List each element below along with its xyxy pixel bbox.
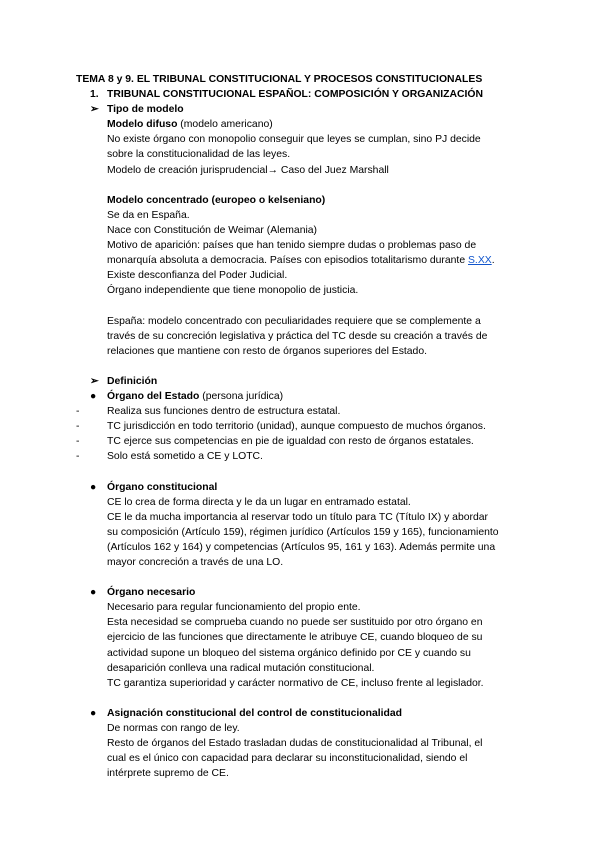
- spacer: [76, 691, 536, 706]
- spacer: [76, 464, 536, 479]
- link-line-text: monarquía absoluta a democracia. Países con episodios totalitarismo durante: [107, 255, 468, 267]
- section-1-title: TRIBUNAL CONSTITUCIONAL ESPAÑOL: COMPOSICIÓN Y ORGANIZACIÓN: [107, 89, 483, 101]
- round-bullet-icon: ●: [90, 390, 97, 402]
- section-1-heading: [76, 87, 536, 102]
- section-1-number: 1.: [90, 89, 99, 101]
- paragraph-line: cual es el único con capacidad para declarar su inconstitucionalidad, siendo el: [107, 753, 468, 765]
- paragraph-line: (Artículos 162 y 164) y competencias (Artículos 95, 161 y 163). Además permite una: [107, 541, 496, 553]
- paragraph-line: España: modelo concentrado con peculiaridades requiere que se complemente a: [107, 315, 481, 327]
- paragraph-line: Esta necesidad se comprueba cuando no puede ser sustituido por otro órgano en: [107, 617, 483, 629]
- dash-bullet-icon: -: [76, 406, 80, 418]
- asignacion-title: Asignación constitucional del control de constitucionalidad: [107, 707, 403, 719]
- paragraph-line: Motivo de aparición: países que han tenido siempre dudas o problemas paso de: [107, 240, 477, 252]
- paragraph-line-with-link: [76, 253, 536, 268]
- organo-constitucional-title: Órgano constitucional: [107, 481, 218, 493]
- paragraph-line: relaciones que mantiene con resto de órganos superiores del Estado.: [107, 345, 427, 357]
- paragraph-line: ejercicio de las funciones que directamente le atribuye CE, cuando bloqueo de su: [107, 632, 483, 644]
- dash-item-text: TC jurisdicción en todo territorio (unidad), aunque compuesto de muchos órganos.: [107, 421, 486, 433]
- dash-list-item: [76, 419, 536, 434]
- round-bullet-icon: ●: [90, 707, 97, 719]
- paragraph-line: Necesario para regular funcionamiento del propio ente.: [107, 602, 361, 614]
- dash-bullet-icon: -: [76, 451, 80, 463]
- paragraph-line: Resto de órganos del Estado trasladan dudas de constitucionalidad al Tribunal, el: [107, 738, 483, 750]
- arrow-bullet-icon: ➢: [90, 375, 99, 387]
- organo-necesario-heading: [76, 585, 536, 600]
- document-body: [76, 72, 536, 781]
- modelo-difuso-heading: [76, 117, 536, 132]
- dash-list-item: [76, 434, 536, 449]
- paragraph-line: través de su concreción legislativa y práctica del TC desde su creación a través de: [107, 330, 488, 342]
- document-title: TEMA 8 y 9. EL TRIBUNAL CONSTITUCIONAL Y PROCESOS CONSTITUCIONALES: [76, 74, 483, 85]
- round-bullet-icon: ●: [90, 587, 97, 599]
- dash-bullet-icon: -: [76, 421, 80, 433]
- organo-constitucional-heading: [76, 480, 536, 495]
- definicion-heading: [76, 374, 536, 389]
- organo-estado-heading: [76, 389, 536, 404]
- tipo-modelo-heading: [76, 102, 536, 117]
- paragraph-line: Modelo de creación jurisprudencial→ Caso del Juez Marshall: [107, 164, 389, 176]
- paragraph-line: CE le da mucha importancia al reservar todo un título para TC (Título IX) y abordar: [107, 511, 488, 523]
- paragraph-line: su composición (Artículo 159), régimen jurídico (Artículos 159 y 165), funcionamiento: [107, 526, 499, 538]
- spacer: [76, 359, 536, 374]
- link-line-end: .: [491, 255, 495, 267]
- paragraph-line: TC garantiza superioridad y carácter normativo de CE, incluso frente al legislador.: [107, 677, 484, 689]
- dash-bullet-icon: -: [76, 436, 80, 448]
- paragraph-line: intérprete supremo de CE.: [107, 768, 229, 780]
- paragraph-line: De normas con rango de ley.: [107, 723, 240, 735]
- paragraph-line: CE lo crea de forma directa y le da un lugar en entramado estatal.: [107, 496, 411, 508]
- paragraph-line: Se da en España.: [107, 209, 190, 221]
- paragraph-line: actividad supone un bloqueo del sistema orgánico definido por CE y cuando su: [107, 647, 471, 659]
- spacer: [76, 570, 536, 585]
- spacer: [76, 178, 536, 193]
- definicion-title: Definición: [107, 375, 158, 387]
- organo-estado-title: Órgano del Estado: [107, 390, 200, 402]
- spacer: [76, 298, 536, 313]
- organo-necesario-title: Órgano necesario: [107, 587, 196, 599]
- tipo-modelo-title: Tipo de modelo: [107, 104, 184, 116]
- paragraph-line: No existe órgano con monopolio conseguir que leyes se cumplan, sino PJ decide: [107, 134, 481, 146]
- paragraph-line: desaparición conlleva una radical mutación constitucional.: [107, 662, 375, 674]
- dash-item-text: Realiza sus funciones dentro de estructura estatal.: [107, 406, 341, 418]
- paragraph-line: Nace con Constitución de Weimar (Alemania): [107, 224, 318, 236]
- organo-estado-note: (persona jurídica): [199, 390, 284, 402]
- paragraph-line: sobre la constitucionalidad de las leyes.: [107, 149, 291, 161]
- modelo-difuso-note: (modelo americano): [177, 119, 273, 131]
- dash-item-text: Solo está sometido a CE y LOTC.: [107, 451, 263, 463]
- dash-list-item: [76, 404, 536, 419]
- paragraph-line: mayor concreción a través de una LO.: [107, 557, 284, 568]
- sxx-link[interactable]: S.XX: [468, 255, 492, 267]
- arrow-bullet-icon: ➢: [90, 104, 99, 116]
- paragraph-line: Órgano independiente que tiene monopolio de justicia.: [107, 285, 359, 297]
- modelo-difuso-title: Modelo difuso: [107, 119, 178, 131]
- dash-list-item: [76, 449, 536, 464]
- modelo-concentrado-heading: Modelo concentrado (europeo o kelseniano): [107, 194, 326, 206]
- paragraph-line: Existe desconfianza del Poder Judicial.: [107, 270, 288, 282]
- round-bullet-icon: ●: [90, 481, 97, 493]
- dash-item-text: TC ejerce sus competencias en pie de igualdad con resto de órganos estatales.: [107, 436, 474, 448]
- asignacion-heading: [76, 706, 536, 721]
